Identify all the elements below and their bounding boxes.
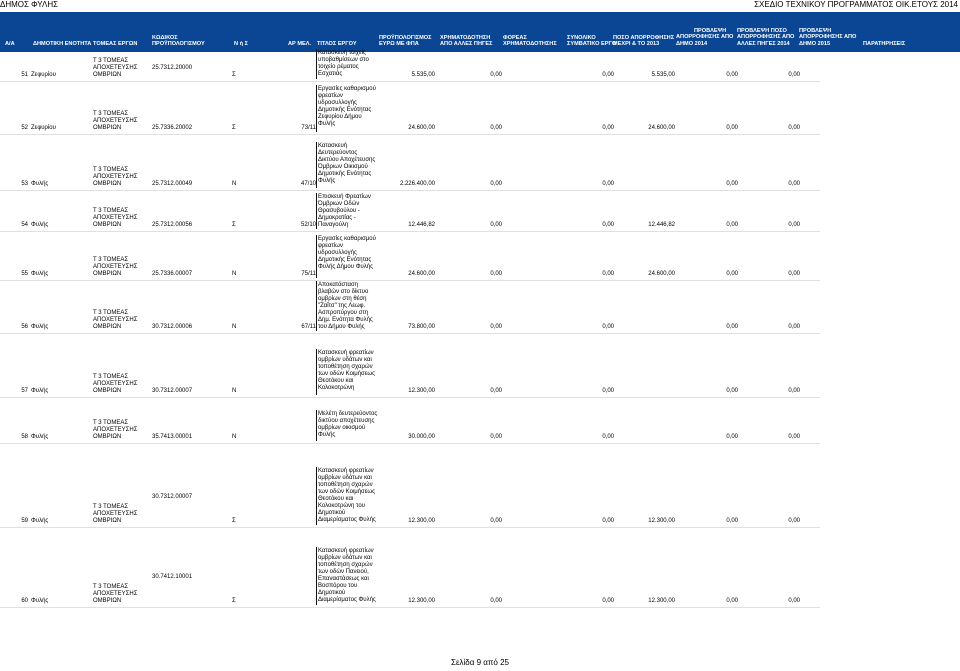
forecast-municipality-2014: 0,00	[726, 388, 738, 394]
project-title-line: Δημοτικού	[318, 590, 346, 596]
project-title-line: Διαμερίσματος Φυλής	[318, 517, 376, 523]
budget-amount: 12.446,82	[408, 222, 435, 228]
title-border	[316, 193, 317, 229]
study-number: 52/10	[300, 222, 316, 228]
project-title-line: Επαναστάσεως και	[318, 576, 369, 582]
page-footer: Σελίδα 9 από 25	[451, 658, 509, 667]
title-border	[316, 467, 317, 525]
municipal-unit: Φυλής	[31, 434, 49, 440]
project-title-line: Δικτύου Αποχέτευσης	[318, 157, 376, 163]
funding-other-sources: 0,00	[490, 388, 502, 394]
project-title-line: Φυλής	[318, 121, 336, 127]
sector-line: ΟΜΒΡΙΩΝ	[93, 518, 122, 524]
project-title-line: Κατασκευή φρεατίων	[318, 468, 374, 474]
title-border	[316, 142, 317, 188]
budget-code: 30.7312.00006	[152, 324, 193, 330]
col-forecast-municipality: ΠΡΟΒΛΕΨΗ ΑΠΟΡΡΟΦΗΣΗΣ ΑΠΟ ΔΗΜΟ 2014	[676, 28, 734, 47]
municipal-unit: Φυλής	[31, 271, 49, 277]
row-separator	[0, 280, 820, 281]
funding-other-sources: 0,00	[490, 125, 502, 131]
contract-total: 0,00	[602, 324, 614, 330]
budget-amount: 30.000,00	[408, 434, 435, 440]
study-number: 75/11	[301, 271, 316, 277]
funding-other-sources: 0,00	[490, 181, 502, 187]
project-title-line: φρεατίων	[318, 243, 343, 249]
project-title-line: δικτύου αποχέτευσης	[318, 418, 375, 424]
municipal-unit: Φυλής	[31, 518, 49, 524]
new-or-continuing: Ν	[232, 181, 237, 187]
col-unit: ΔΗΜΟΤΙΚΗ ΕΝΟΤΗΤΑ	[33, 41, 92, 47]
row-separator	[0, 333, 820, 334]
col-sector: ΤΟΜΕΑΣ ΕΡΓΩΝ	[93, 41, 138, 47]
sector-line: Τ 3 ΤΟΜΕΑΣ	[93, 167, 129, 173]
col-absorbed: ΠΟΣΟ ΑΠΟΡΡΟΦΗΣΗΣ ΜΕΧΡΙ & ΤΟ 2013	[613, 35, 675, 48]
forecast-municipality-2014: 0,00	[726, 222, 738, 228]
project-title-line: Διαμερίσματος Φυλής	[318, 597, 376, 603]
title-border	[316, 235, 317, 278]
contract-total: 0,00	[602, 181, 614, 187]
forecast-other-2014: 0,00	[788, 125, 800, 131]
new-or-continuing: Ν	[232, 271, 237, 277]
document-title: ΣΧΕΔΙΟ ΤΕΧΝΙΚΟΥ ΠΡΟΓΡΑΜΜΑΤΟΣ ΟΙΚ.ΕΤΟΥΣ 2014	[754, 0, 958, 9]
project-title-line: τοιχείο ρέματος	[318, 64, 359, 70]
sector-line: ΑΠΟΧΕΤΕΥΣΗΣ	[93, 427, 138, 433]
project-title-line: τοποθέτηση σχαρών	[318, 482, 373, 488]
project-title-line: Κατασκευή φρεατίων	[318, 350, 374, 356]
col-aa: Α/Α	[5, 41, 15, 47]
row-number: 51	[21, 72, 28, 78]
municipal-unit: Φυλής	[31, 324, 49, 330]
budget-amount: 12.300,00	[408, 598, 435, 604]
contract-total: 0,00	[602, 518, 614, 524]
forecast-other-2014: 0,00	[788, 434, 800, 440]
project-title-line: "Ζαΐτσ" της Λεωφ.	[318, 303, 366, 309]
project-title-line: Ασπροπύργου στη	[318, 310, 369, 316]
budget-code: 30.7312.00007	[152, 388, 193, 394]
funding-other-sources: 0,00	[490, 222, 502, 228]
sector-line: Τ 3 ΤΟΜΕΑΣ	[93, 584, 129, 590]
project-title-line: Εργασίες καθαρισμού	[318, 86, 376, 92]
col-code: ΚΩΔΙΚΟΣ ΠΡΟΫΠΟΛΟΓΙΣΜΟΥ	[152, 35, 205, 48]
forecast-municipality-2014: 0,00	[726, 518, 738, 524]
row-number: 60	[21, 598, 28, 604]
budget-code: 35.7413.00001	[152, 434, 193, 440]
sector-line: Τ 3 ΤΟΜΕΑΣ	[93, 208, 129, 214]
col-forecast-2015: ΠΡΟΒΛΕΨΗ ΑΠΟΡΡΟΦΗΣΗΣ ΑΠΟ ΔΗΜΟ 2015	[799, 28, 857, 47]
budget-amount: 24.600,00	[408, 271, 435, 277]
new-or-continuing: Σ	[232, 518, 236, 524]
municipal-unit: Ζεφυρίου	[31, 125, 56, 131]
sector-line: ΟΜΒΡΙΩΝ	[93, 598, 122, 604]
municipal-unit: Φυλής	[31, 388, 49, 394]
project-title-line: Όμβριων Οικισμού	[318, 164, 368, 170]
project-title-line: Κολοκοτρώνη	[318, 385, 355, 391]
sector-line: Τ 3 ΤΟΜΕΑΣ	[93, 374, 129, 380]
sector-line: ΟΜΒΡΙΩΝ	[93, 434, 122, 440]
municipal-unit: Φυλής	[31, 598, 49, 604]
forecast-municipality-2014: 0,00	[726, 125, 738, 131]
new-or-continuing: Σ	[232, 72, 236, 78]
col-contract-total: ΣΥΝΟΛΙΚΟ ΣΥΜΒΑΤΙΚΟ ΕΡΓΟ	[567, 35, 617, 48]
contract-total: 0,00	[602, 125, 614, 131]
row-number: 56	[21, 324, 28, 330]
project-title-line: υδροσυλλογής	[318, 250, 357, 256]
sector-line: ΟΜΒΡΙΩΝ	[93, 72, 122, 78]
forecast-municipality-2014: 0,00	[726, 72, 738, 78]
title-border	[316, 349, 317, 395]
budget-code: 25.7312.00049	[152, 181, 193, 187]
municipality-name: ΔΗΜΟΣ ΦΥΛΗΣ	[0, 0, 59, 9]
row-separator	[0, 443, 820, 444]
study-number: 67/11	[301, 324, 316, 330]
project-title-line: των οδών Πανειού,	[318, 569, 369, 575]
sector-line: ΟΜΒΡΙΩΝ	[93, 222, 122, 228]
project-title-line: Δημοτικού	[318, 510, 346, 516]
project-title-line: βλαβών στο δίκτυο	[318, 289, 369, 295]
forecast-other-2014: 0,00	[788, 388, 800, 394]
sector-line: Τ 3 ΤΟΜΕΑΣ	[93, 504, 129, 510]
project-title-line: Κατασκευή φρεατίων	[318, 548, 374, 554]
sector-line: ΑΠΟΧΕΤΕΥΣΗΣ	[93, 591, 138, 597]
project-title-line: τοποθέτηση σχαρών	[318, 364, 373, 370]
budget-amount: 2.226.400,00	[399, 181, 435, 187]
amount-absorbed-2013: 24.600,00	[648, 125, 675, 131]
funding-other-sources: 0,00	[490, 518, 502, 524]
project-title-line: τοποθέτηση σχαρών	[318, 562, 373, 568]
project-title-line: Φυλής Δήμου Φυλής	[318, 264, 374, 270]
forecast-other-2014: 0,00	[788, 324, 800, 330]
project-title-line: Φυλής	[318, 432, 336, 438]
row-number: 58	[21, 434, 28, 440]
row-separator	[0, 397, 820, 398]
funding-other-sources: 0,00	[490, 434, 502, 440]
new-or-continuing: Ν	[232, 388, 237, 394]
sector-line: ΑΠΟΧΕΤΕΥΣΗΣ	[93, 118, 138, 124]
budget-amount: 12.300,00	[408, 388, 435, 394]
col-budget: ΠΡΟΫΠΟΛΟΓΙΣΜΟΣ ΕΥΡΩ ΜΕ ΦΠΑ	[379, 35, 432, 48]
new-or-continuing: Σ	[232, 222, 236, 228]
new-or-continuing: Σ	[232, 125, 236, 131]
project-title-line: Βοσπόρου του	[318, 583, 358, 589]
project-title-line: Κατασκευή τοιχείς	[318, 50, 366, 56]
project-title-line: ομβρίων υδάτων και	[318, 475, 372, 481]
row-separator	[0, 607, 820, 608]
project-title-line: Μελέτη δευτερεύοντος	[318, 411, 378, 417]
row-separator	[0, 134, 820, 135]
project-title-line: Αποκατάσταση	[318, 282, 359, 288]
project-title-line: Όμβριων Οδών	[318, 201, 360, 207]
budget-amount: 73.800,00	[408, 324, 435, 330]
project-title-line: Εργασίες καθαρισμού	[318, 236, 376, 242]
row-separator	[0, 81, 820, 82]
col-armel: ΑΡ ΜΕΛ.	[288, 41, 312, 47]
title-border	[316, 85, 317, 132]
sector-line: ΑΠΟΧΕΤΕΥΣΗΣ	[93, 215, 138, 221]
budget-code: 25.7312.00056	[152, 222, 193, 228]
sector-line: ΑΠΟΧΕΤΕΥΣΗΣ	[93, 381, 138, 387]
sector-line: Τ 3 ΤΟΜΕΑΣ	[93, 58, 129, 64]
project-title-line: Επισκευή Φρεατίων	[318, 194, 371, 200]
budget-code: 30.7312.00007	[152, 494, 193, 500]
forecast-municipality-2014: 0,00	[726, 324, 738, 330]
funding-other-sources: 0,00	[490, 324, 502, 330]
budget-amount: 12.300,00	[408, 518, 435, 524]
project-title-line: ομβρίων υδάτων και	[318, 357, 372, 363]
sector-line: ΑΠΟΧΕΤΕΥΣΗΣ	[93, 317, 138, 323]
sector-line: ΟΜΒΡΙΩΝ	[93, 388, 122, 394]
row-separator	[0, 527, 820, 528]
project-title-line: Δημοτικής Ενότητας	[318, 107, 372, 113]
col-agency: ΦΟΡΕΑΣ ΧΡΗΜΑΤΟΔΟΤΗΣΗΣ	[503, 35, 557, 48]
col-forecast-other: ΠΡΟΒΛΕΨΗ ΠΟΣΟ ΑΠΟΡΡΟΦΗΣΗΣ ΑΠΟ ΑΛΛΕΣ ΠΗΓΕΣ 2014	[737, 28, 795, 47]
sector-line: ΑΠΟΧΕΤΕΥΣΗΣ	[93, 264, 138, 270]
sector-line: ΑΠΟΧΕΤΕΥΣΗΣ	[93, 65, 138, 71]
row-separator	[0, 231, 820, 232]
row-number: 53	[21, 181, 28, 187]
forecast-municipality-2014: 0,00	[726, 271, 738, 277]
budget-code: 25.7336.00007	[152, 271, 193, 277]
contract-total: 0,00	[602, 72, 614, 78]
study-number: 73/11	[301, 125, 316, 131]
sector-line: ΑΠΟΧΕΤΕΥΣΗΣ	[93, 511, 138, 517]
row-number: 55	[21, 271, 28, 277]
project-title-line: ομβρίων υδάτων και	[318, 555, 372, 561]
budget-amount: 5.535,00	[411, 72, 435, 78]
forecast-municipality-2014: 0,00	[726, 598, 738, 604]
project-title-line: φρεατίων	[318, 93, 343, 99]
study-number: 47/10	[300, 181, 316, 187]
budget-code: 25.7336.20002	[152, 125, 193, 131]
row-number: 59	[21, 518, 28, 524]
row-separator	[0, 190, 820, 191]
sector-line: ΟΜΒΡΙΩΝ	[93, 271, 122, 277]
title-border	[316, 49, 317, 79]
project-title-line: Κολοκοτρώνη του	[318, 503, 365, 509]
funding-other-sources: 0,00	[490, 598, 502, 604]
project-title-line: των οδών Κοιμήσεως	[318, 489, 376, 495]
budget-code: 30.7412.10001	[152, 574, 193, 580]
row-number: 54	[21, 222, 28, 228]
project-title-line: Ζεφυρίου Δήμου	[318, 114, 362, 120]
forecast-other-2014: 0,00	[788, 518, 800, 524]
amount-absorbed-2013: 12.300,00	[648, 518, 675, 524]
municipal-unit: Φυλής	[31, 222, 49, 228]
forecast-other-2014: 0,00	[788, 598, 800, 604]
municipal-unit: Φυλής	[31, 181, 49, 187]
contract-total: 0,00	[602, 388, 614, 394]
contract-total: 0,00	[602, 222, 614, 228]
title-border	[316, 410, 317, 441]
col-ni: Ν ή Σ	[234, 41, 248, 47]
contract-total: 0,00	[602, 434, 614, 440]
forecast-other-2014: 0,00	[788, 181, 800, 187]
project-title-line: Κατασκευή	[318, 143, 348, 149]
project-title-line: Θρασυβούλου -	[318, 208, 360, 214]
sector-line: ΟΜΒΡΙΩΝ	[93, 324, 122, 330]
amount-absorbed-2013: 12.446,82	[648, 222, 675, 228]
project-title-line: Εσχατιάς	[318, 71, 343, 77]
project-title-line: Δημ. Ενότητα Φυλής	[318, 317, 373, 323]
project-title-line: ομβρίων οικισμού	[318, 425, 366, 431]
sector-line: ΟΜΒΡΙΩΝ	[93, 125, 122, 131]
project-title-line: Δημοκρατίας -	[318, 215, 356, 221]
table-header	[0, 12, 960, 52]
funding-other-sources: 0,00	[490, 72, 502, 78]
project-title-line: του Δήμου Φυλής	[318, 324, 365, 330]
sector-line: Τ 3 ΤΟΜΕΑΣ	[93, 420, 129, 426]
project-title-line: των οδών Κοιμήσεως	[318, 371, 376, 377]
project-title-line: Δευτερεύοντος	[318, 150, 358, 156]
project-title-line: υποβαθμίσεων στο	[318, 57, 369, 63]
new-or-continuing: Σ	[232, 598, 236, 604]
project-title-line: Παναγούλη	[318, 222, 349, 228]
contract-total: 0,00	[602, 271, 614, 277]
sector-line: ΑΠΟΧΕΤΕΥΣΗΣ	[93, 174, 138, 180]
new-or-continuing: Ν	[232, 324, 237, 330]
col-funding-other: ΧΡΗΜΑΤΟΔΟΤΗΣΗ ΑΠΟ ΑΛΛΕΣ ΠΗΓΕΣ	[440, 35, 493, 48]
row-number: 52	[21, 125, 28, 131]
project-title-line: Θεοτόκου και	[318, 378, 354, 384]
forecast-other-2014: 0,00	[788, 271, 800, 277]
municipal-unit: Ζεφυρίου	[31, 72, 56, 78]
project-title-line: Θεοτόκου και	[318, 496, 354, 502]
budget-amount: 24.600,00	[408, 125, 435, 131]
col-title: ΤΙΤΛΟΣ ΕΡΓΟΥ	[317, 41, 357, 47]
new-or-continuing: Ν	[232, 434, 237, 440]
budget-code: 25.7312.20000	[152, 65, 193, 71]
sector-line: Τ 3 ΤΟΜΕΑΣ	[93, 310, 129, 316]
amount-absorbed-2013: 12.300,00	[648, 598, 675, 604]
amount-absorbed-2013: 5.535,00	[651, 72, 675, 78]
sector-line: Τ 3 ΤΟΜΕΑΣ	[93, 257, 129, 263]
amount-absorbed-2013: 24.600,00	[648, 271, 675, 277]
sector-line: ΟΜΒΡΙΩΝ	[93, 181, 122, 187]
row-number: 57	[21, 388, 28, 394]
project-title-line: Δημοτικής Ενότητας	[318, 257, 372, 263]
forecast-municipality-2014: 0,00	[726, 181, 738, 187]
forecast-other-2014: 0,00	[788, 72, 800, 78]
project-title-line: Φυλής	[318, 178, 336, 184]
forecast-other-2014: 0,00	[788, 222, 800, 228]
contract-total: 0,00	[602, 598, 614, 604]
sector-line: Τ 3 ΤΟΜΕΑΣ	[93, 111, 129, 117]
funding-other-sources: 0,00	[490, 271, 502, 277]
forecast-municipality-2014: 0,00	[726, 434, 738, 440]
title-border	[316, 281, 317, 331]
col-remarks: ΠΑΡΑΤΗΡΗΣΕΙΣ	[863, 41, 906, 47]
project-title-line: υδροσυλλογής	[318, 100, 357, 106]
project-title-line: Δημοτικής Ενότητας	[318, 171, 372, 177]
project-title-line: ομβρίων στη θέση	[318, 296, 367, 302]
title-border	[316, 547, 317, 605]
